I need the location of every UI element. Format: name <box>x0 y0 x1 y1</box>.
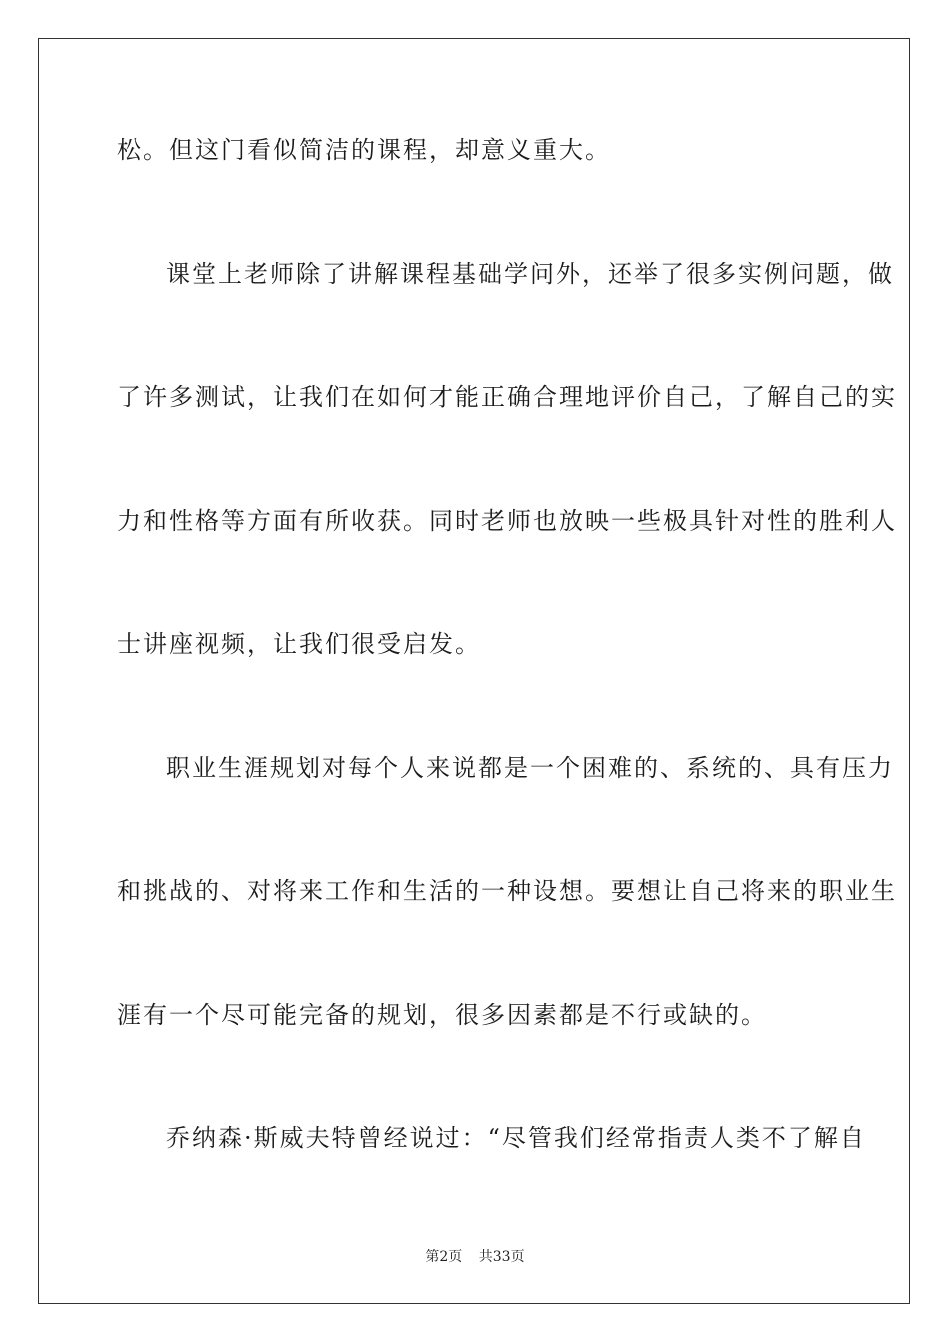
paragraph-start-line: 课堂上老师除了讲解课程基础学问外，还举了很多实例问题，做 <box>166 260 894 288</box>
page-footer <box>0 1246 950 1266</box>
page-total: 共33页 <box>478 1249 525 1265</box>
paragraph-start-line: 职业生涯规划对每个人来说都是一个困难的、系统的、具有压力 <box>166 754 894 782</box>
text-line: 了许多测试，让我们在如何才能正确合理地评价自己，了解自己的实 <box>117 383 897 411</box>
paragraph-start-line: 乔纳森·斯威夫特曾经说过：“尽管我们经常指责人类不了解自 <box>166 1124 866 1152</box>
page-border <box>38 38 910 1304</box>
text-line: 和挑战的、对将来工作和生活的一种设想。要想让自己将来的职业生 <box>117 877 897 905</box>
text-line: 力和性格等方面有所收获。同时老师也放映一些极具针对性的胜利人 <box>117 507 897 535</box>
page-number: 第2页 <box>425 1249 463 1265</box>
text-line: 士讲座视频，让我们很受启发。 <box>117 630 481 658</box>
text-line: 涯有一个尽可能完备的规划，很多因素都是不行或缺的。 <box>117 1001 767 1029</box>
text-line: 松。但这门看似简洁的课程，却意义重大。 <box>117 136 611 164</box>
